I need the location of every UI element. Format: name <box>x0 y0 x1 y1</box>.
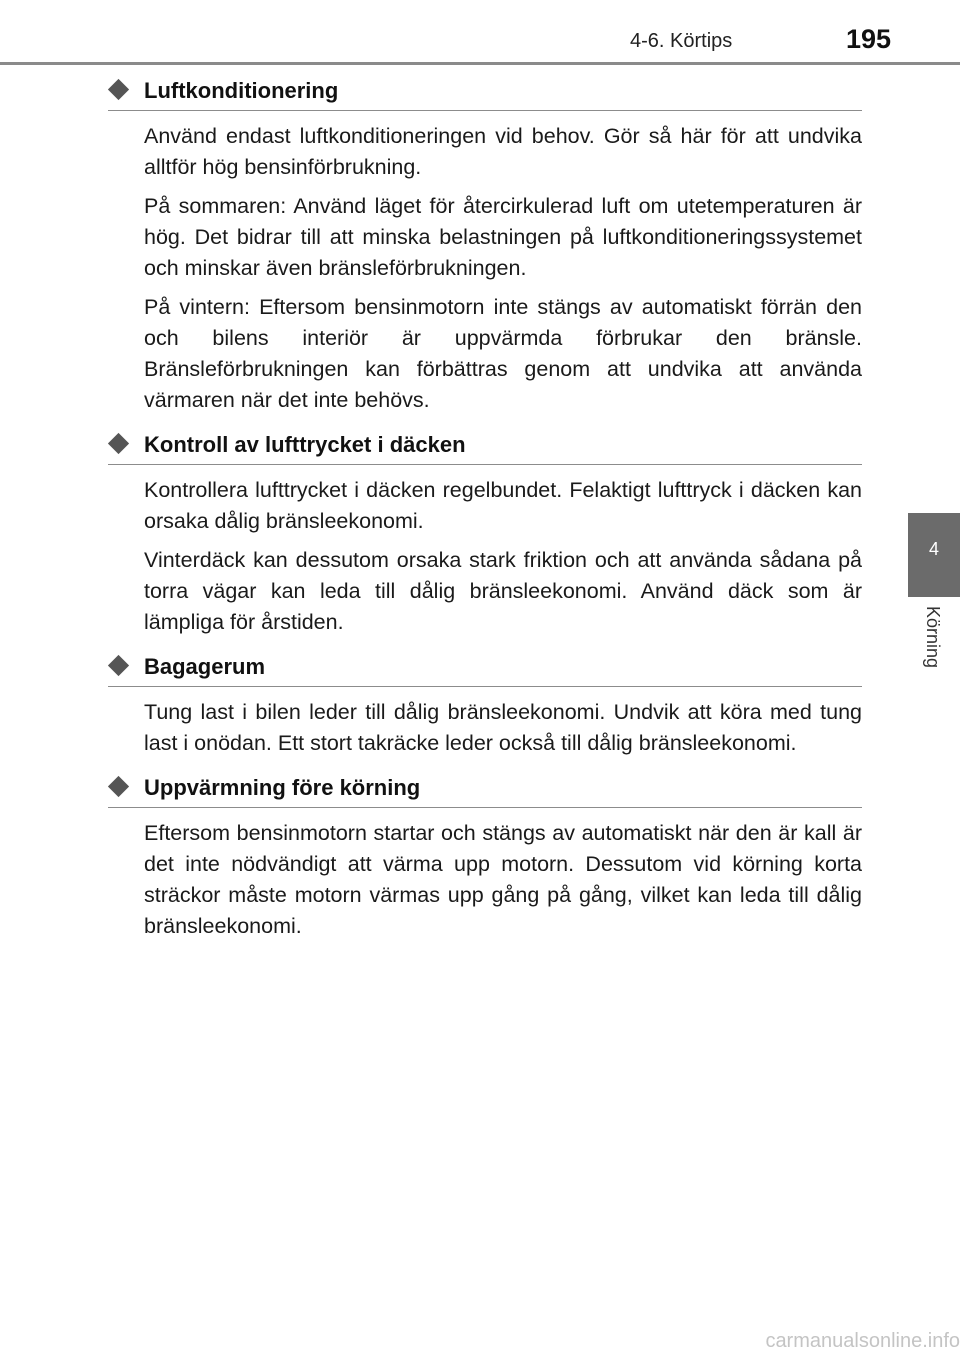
section-luggage <box>108 648 862 759</box>
section-warm-up <box>108 769 862 942</box>
chapter-tab <box>908 513 960 597</box>
paragraph: På vintern: Eftersom bensinmotorn inte stängs av automatiskt förrän den och bilens interiör är uppvärmda förbrukar den bränsle. Bränsleförbrukningen kan förbättras genom att undvika att använda värmaren när det inte behövs. <box>144 295 862 412</box>
chapter-name-tab <box>908 606 960 686</box>
section-heading <box>108 426 862 465</box>
diamond-bullet-icon <box>108 433 129 454</box>
paragraph: Använd endast luftkonditioneringen vid behov. Gör så här för att undvika alltför hög bensinförbrukning. <box>144 124 862 179</box>
chapter-number: 4 <box>928 539 939 559</box>
diamond-bullet-icon <box>108 79 129 100</box>
watermark: carmanualsonline.info <box>765 1330 960 1352</box>
section-tire-pressure <box>108 426 862 638</box>
section-title: Kontroll av lufttrycket i däcken <box>144 432 466 457</box>
paragraph: Tung last i bilen leder till dålig bränsleekonomi. Undvik att köra med tung last i onödan. Ett stort takräcke leder också till dålig bränsleekonomi. <box>144 700 862 755</box>
section-title: Bagagerum <box>144 654 266 679</box>
paragraph: Kontrollera lufttrycket i däcken regelbundet. Felaktigt lufttryck i däcken kan orsaka dålig bränsleekonomi. <box>144 478 862 533</box>
paragraph: Eftersom bensinmotorn startar och stängs av automatiskt när den är kall är det inte nödvändigt att värma upp motorn. Dessutom vid körning korta sträckor måste motorn värmas upp gång på gång, vilket kan leda till dålig bränsleekonomi. <box>144 821 862 938</box>
section-heading <box>108 72 862 111</box>
section-heading <box>108 769 862 808</box>
header-rule <box>0 62 960 65</box>
page-header <box>0 0 960 64</box>
section-label: 4-6. Körtips <box>630 30 733 52</box>
section-air-conditioning <box>108 72 862 416</box>
section-title: Uppvärmning före körning <box>144 775 421 800</box>
diamond-bullet-icon <box>108 776 129 797</box>
section-title: Luftkonditionering <box>144 78 339 103</box>
page-number: 195 <box>846 24 892 54</box>
paragraph: Vinterdäck kan dessutom orsaka stark friktion och att använda sådana på torra vägar kan leda till dålig bränsleekonomi. Använd däck som är lämpliga för årstiden. <box>144 548 862 634</box>
page-content <box>108 72 862 952</box>
diamond-bullet-icon <box>108 655 129 676</box>
section-heading <box>108 648 862 687</box>
paragraph: På sommaren: Använd läget för återcirkulerad luft om utetemperaturen är hög. Det bidrar till att minska belastningen på luftkonditioneringssystemet och minskar även bränsleförbrukningen. <box>144 194 862 280</box>
chapter-name: Körning <box>923 606 943 669</box>
